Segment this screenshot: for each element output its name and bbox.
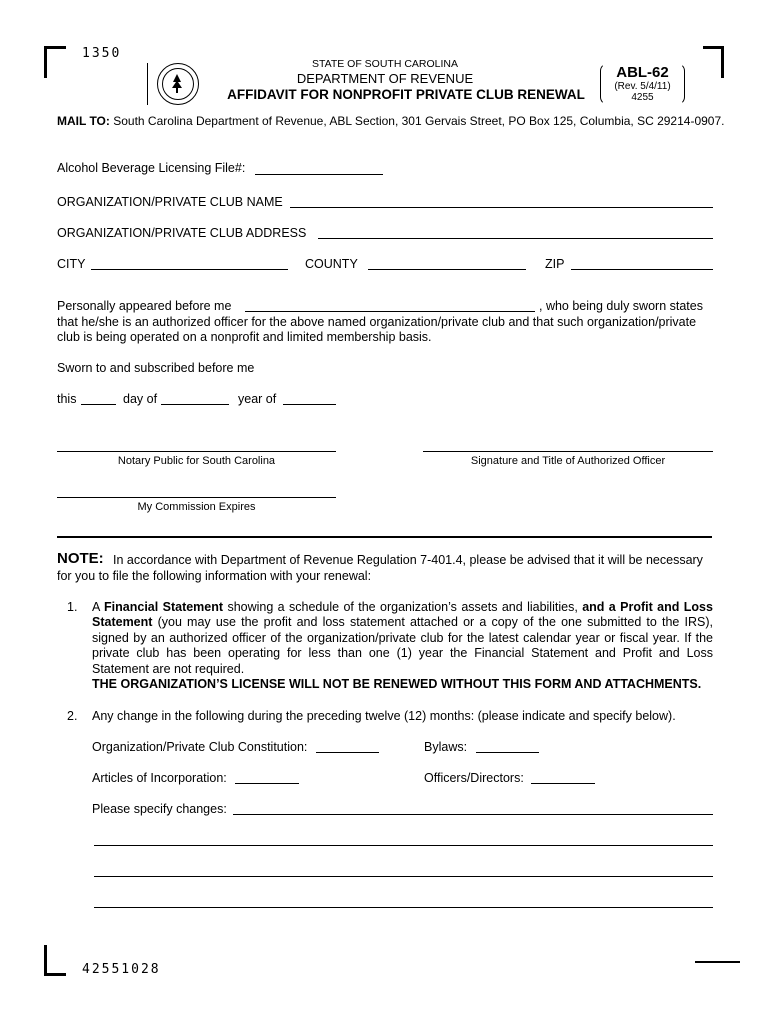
license-file-field[interactable] xyxy=(255,174,383,175)
commission-label: My Commission Expires xyxy=(137,501,256,513)
state-seal-icon xyxy=(157,63,199,105)
corner-mark-bottom-left xyxy=(44,945,47,976)
specify-field-3[interactable] xyxy=(94,876,713,877)
form-number: ABL-62 xyxy=(616,64,669,81)
form-title: AFFIDAVIT FOR NONPROFIT PRIVATE CLUB RENEWAL xyxy=(227,87,585,102)
section-divider xyxy=(57,536,712,538)
license-file-label: Alcohol Beverage Licensing File#: xyxy=(57,161,246,175)
county-field[interactable] xyxy=(368,269,526,270)
department-name: DEPARTMENT OF REVENUE xyxy=(296,71,474,86)
day-field[interactable] xyxy=(81,404,116,405)
barcode-number: 42551028 xyxy=(82,962,161,977)
day-of-label: day of xyxy=(123,392,158,406)
corner-mark-top-left xyxy=(44,46,66,49)
corner-mark-top-right xyxy=(721,46,724,78)
articles-field[interactable] xyxy=(235,783,299,784)
org-name-field[interactable] xyxy=(290,207,713,208)
org-address-label: ORGANIZATION/PRIVATE CLUB ADDRESS xyxy=(57,226,307,240)
note-label: NOTE: xyxy=(57,550,104,567)
officer-label: Signature and Title of Authorized Officer xyxy=(470,455,666,467)
corner-mark-bottom-right xyxy=(695,961,740,963)
officers-label: Officers/Directors: xyxy=(424,771,524,785)
item-1-text: A Financial Statement showing a schedule of the organization’s assets and liabilities, and a Profit and Loss Statement (you may use the profit and loss statement attached or a copy of the one submitted to the IRS), signed by an authorized officer of the organization/private club for the latest calendar year or fiscal year. If the private club has been operating for less than one (1) year the Financial Statement and Profit and Loss Statement are not required. THE ORGANIZATION’S LICENSE WILL NOT BE RENEWED WITHOUT THIS FORM AND ATTACHMENTS. xyxy=(92,600,713,692)
corner-mark-top-left xyxy=(44,46,47,78)
mail-to xyxy=(57,114,757,128)
form-code: 4255 xyxy=(631,92,654,103)
state-name: STATE OF SOUTH CAROLINA xyxy=(311,58,459,70)
officers-field[interactable] xyxy=(531,783,595,784)
org-address-field[interactable] xyxy=(318,238,713,239)
license-warning: THE ORGANIZATION’S LICENSE WILL NOT BE RENEWED WITHOUT THIS FORM AND ATTACHMENTS. xyxy=(92,677,702,692)
item-2-text: Any change in the following during the preceding twelve (12) months: (please indicate and specify below). xyxy=(92,709,676,723)
notary-label: Notary Public for South Carolina xyxy=(117,455,276,467)
notary-signature-field[interactable] xyxy=(57,451,336,452)
city-label: CITY xyxy=(57,257,86,271)
specify-field-4[interactable] xyxy=(94,907,713,908)
note-text-1: In accordance with Department of Revenue Regulation 7-401.4, please be advised that it will be necessary xyxy=(113,553,703,567)
constitution-field[interactable] xyxy=(316,752,379,753)
corner-mark-top-right xyxy=(703,46,724,49)
header-bracket xyxy=(147,63,148,105)
affidavit-line-3: club is being operated on a nonprofit and limited membership basis. xyxy=(57,330,432,344)
specify-field-2[interactable] xyxy=(94,845,713,846)
bylaws-field[interactable] xyxy=(476,752,539,753)
year-field[interactable] xyxy=(283,404,336,405)
appeared-label: Personally appeared before me xyxy=(57,299,232,313)
officer-signature-field[interactable] xyxy=(423,451,713,452)
handwritten-number: 1350 xyxy=(82,46,122,61)
county-label: COUNTY xyxy=(305,257,358,271)
mail-to-label: MAIL TO: xyxy=(57,114,110,128)
affiant-name-field[interactable] xyxy=(245,311,535,312)
month-field[interactable] xyxy=(161,404,229,405)
item-1-number: 1. xyxy=(67,600,78,614)
articles-label: Articles of Incorporation: xyxy=(92,771,227,785)
specify-field-1[interactable] xyxy=(233,814,713,815)
year-of-label: year of xyxy=(238,392,277,406)
sworn-label: Sworn to and subscribed before me xyxy=(57,361,255,375)
city-field[interactable] xyxy=(91,269,288,270)
affidavit-line-2: that he/she is an authorized officer for the above named organization/private club and that such organization/private xyxy=(57,315,697,329)
form-revision: (Rev. 5/4/11) xyxy=(614,81,671,92)
bylaws-label: Bylaws: xyxy=(424,740,468,754)
mail-to-address: South Carolina Department of Revenue, ABL Section, 301 Gervais Street, PO Box 125, Columbia, SC 29214-0907. xyxy=(113,114,725,128)
commission-expires-field[interactable] xyxy=(57,497,336,498)
note-text-2: for you to file the following information with your renewal: xyxy=(57,569,372,583)
zip-field[interactable] xyxy=(571,269,713,270)
specify-label: Please specify changes: xyxy=(92,802,227,816)
sworn-states-label: , who being duly sworn states xyxy=(539,299,703,313)
this-label: this xyxy=(57,392,77,406)
zip-label: ZIP xyxy=(545,257,565,271)
org-name-label: ORGANIZATION/PRIVATE CLUB NAME xyxy=(57,195,283,209)
constitution-label: Organization/Private Club Constitution: xyxy=(92,740,308,754)
item-2-number: 2. xyxy=(67,709,78,723)
corner-mark-bottom-left xyxy=(44,973,66,976)
